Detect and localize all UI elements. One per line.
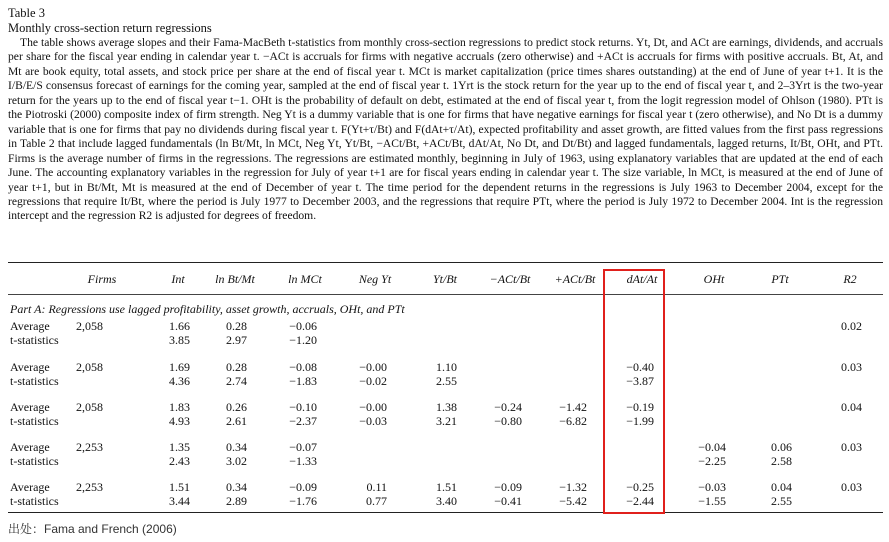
table-cell: 2.89 — [226, 494, 247, 508]
cell-firms: 2,253 — [76, 480, 103, 494]
row-label: t-statistics — [10, 494, 59, 508]
table-cell: 1.66 — [169, 319, 190, 333]
row-label: t-statistics — [10, 333, 59, 347]
table-cell: −0.02 — [359, 374, 387, 388]
top-rule — [8, 262, 883, 263]
table-cell: 0.04 — [771, 480, 792, 494]
table-cell: −1.42 — [559, 400, 587, 414]
table-cell: −1.76 — [289, 494, 317, 508]
table-header — [8, 6, 883, 224]
table-cell: 2.97 — [226, 333, 247, 347]
table-cell: 4.93 — [169, 414, 190, 428]
table-cell: 0.77 — [366, 494, 387, 508]
column-header-1: Firms — [87, 272, 117, 286]
table-cell: −0.40 — [626, 360, 654, 374]
table-cell: −1.20 — [289, 333, 317, 347]
cell-firms: 2,253 — [76, 440, 103, 454]
column-header-11: PTt — [771, 272, 789, 286]
cell-firms: 2,058 — [76, 360, 103, 374]
table-cell: 1.83 — [169, 400, 190, 414]
table-cell: 0.34 — [226, 480, 247, 494]
table-cell: −0.80 — [494, 414, 522, 428]
table-cell: 0.06 — [771, 440, 792, 454]
table-cell: 0.28 — [226, 360, 247, 374]
table-cell: 1.38 — [436, 400, 457, 414]
highlight-box-dA-column — [603, 269, 665, 514]
table-cell: −6.82 — [559, 414, 587, 428]
table-caption: The table shows average slopes and their Fama-MacBeth t-statistics from monthly cross-section regressions to predict stock returns. Yt, Dt, and ACt are earnings, dividends, and accruals per share for the fiscal year ending in calendar year t. −ACt is accruals for firms with negative accruals (zero otherwise) and +ACt is accruals for firms with positive accruals. Bt, At, and Mt are book equity, total assets, and stock price per share at the end of fiscal year t. MCt is market capitalization (price times shares outstanding) at the end of June of year t+1. It is the I/B/E/S consensus forecast of earnings for the coming year, sampled at the end of fiscal year t. 1Yrt is the stock return for the year up to the end of fiscal year t, and 2–3Yrt is the two-year return for the years up to the end of fiscal year t−1. OHt is the probability of default on debt, estimated at the end of fiscal year t, from the logit regression model of Ohlson (1980). PTt is the Piotroski (2000) composite index of firm strength. Neg Yt is a dummy variable that is one for firms that have negative earnings for fiscal year t (zero otherwise), and No Dt is a dummy variable that is one for firms that pay no dividends during fiscal year t. F(Yt+τ/Bt) and F(dAt+τ/At), expected profitability and asset growth, are fitted values from the first pass regressions in Table 2 that include lagged fundamentals (ln Bt/Mt, ln MCt, Neg Yt, Yt/Bt, −ACt/Bt, +ACt/Bt, dAt/At, No Dt, and Dt/Bt) and lagged fundamentals, lagged returns, It/Bt, OHt, and PTt. Firms is the average number of firms in the regressions. The regressions are estimated monthly, beginning in July of 1963, using explanatory variables that are updated at the end of each June. The accounting explanatory variables in the regression for July of year t+1 are for fiscal years ending in calendar year t. The size variable, ln MCt, is measured at the end of June of year t+1, but in Bt/Mt, Mt is measured at the end of December of year t. The time period for the dependent returns in the regressions is July 1963 to December 2004, except for the regressions that require It/Bt, where the period is July 1977 to December 2003, and the regressions that require PTt, where the period is July 1972 to December 2004. Int is the regression intercept and the regression R2 is adjusted for degrees of freedom. — [8, 36, 883, 223]
table-cell: 0.03 — [841, 360, 862, 374]
column-header-7: −ACt/Bt — [489, 272, 531, 286]
column-header-2: Int — [171, 272, 185, 286]
table-label: Table 3 — [8, 6, 45, 20]
table-cell: −1.55 — [698, 494, 726, 508]
table-cell: 1.35 — [169, 440, 190, 454]
column-header-3: ln Bt/Mt — [215, 272, 255, 286]
table-cell: 0.28 — [226, 319, 247, 333]
table-cell: −5.42 — [559, 494, 587, 508]
table-cell: −0.07 — [289, 440, 317, 454]
table-cell: 3.44 — [169, 494, 190, 508]
table-cell: −0.03 — [359, 414, 387, 428]
table-cell: −1.33 — [289, 454, 317, 468]
table-cell: 0.03 — [841, 480, 862, 494]
table-cell: 3.21 — [436, 414, 457, 428]
table-cell: 0.26 — [226, 400, 247, 414]
row-label: Average — [10, 400, 50, 414]
table-cell: −0.09 — [494, 480, 522, 494]
table-cell: 0.02 — [841, 319, 862, 333]
table-cell: −0.09 — [289, 480, 317, 494]
row-label: Average — [10, 319, 50, 333]
table-cell: −2.37 — [289, 414, 317, 428]
row-label: t-statistics — [10, 454, 59, 468]
table-cell: 3.40 — [436, 494, 457, 508]
table-cell: −0.25 — [626, 480, 654, 494]
bottom-rule — [8, 512, 883, 513]
table-cell: 0.11 — [366, 480, 387, 494]
table-cell: −0.08 — [289, 360, 317, 374]
row-label: Average — [10, 480, 50, 494]
table-cell: 0.04 — [841, 400, 862, 414]
table-cell: 4.36 — [169, 374, 190, 388]
column-header-9: dAt/At — [626, 272, 658, 286]
table-cell: −2.44 — [626, 494, 654, 508]
table-cell: 1.51 — [169, 480, 190, 494]
cell-firms: 2,058 — [76, 319, 103, 333]
column-header-12: R2 — [843, 272, 857, 286]
table-cell: −0.00 — [359, 360, 387, 374]
table-cell: 0.03 — [841, 440, 862, 454]
table-cell: 2.55 — [436, 374, 457, 388]
table-cell: −0.10 — [289, 400, 317, 414]
column-header-6: Yt/Bt — [432, 272, 457, 286]
table-cell: −2.25 — [698, 454, 726, 468]
table-cell: −3.87 — [626, 374, 654, 388]
row-label: t-statistics — [10, 374, 59, 388]
header-rule — [8, 294, 883, 295]
row-label: t-statistics — [10, 414, 59, 428]
table-cell: −0.19 — [626, 400, 654, 414]
table-cell: −0.24 — [494, 400, 522, 414]
table-cell: 2.43 — [169, 454, 190, 468]
table-cell: −0.00 — [359, 400, 387, 414]
table-cell: 3.02 — [226, 454, 247, 468]
table-cell: 1.10 — [436, 360, 457, 374]
table-cell: 0.34 — [226, 440, 247, 454]
table-cell: 3.85 — [169, 333, 190, 347]
table-cell: −0.04 — [698, 440, 726, 454]
table-cell: 2.74 — [226, 374, 247, 388]
column-header-4: ln MCt — [288, 272, 322, 286]
column-header-8: +ACt/Bt — [554, 272, 596, 286]
table-cell: 1.51 — [436, 480, 457, 494]
row-label: Average — [10, 440, 50, 454]
table-cell: 2.61 — [226, 414, 247, 428]
table-cell: −1.99 — [626, 414, 654, 428]
column-header-5: Neg Yt — [358, 272, 392, 286]
table-cell: −1.83 — [289, 374, 317, 388]
table-cell: −0.06 — [289, 319, 317, 333]
table-cell: 2.55 — [771, 494, 792, 508]
table-title: Monthly cross-section return regressions — [8, 21, 212, 35]
column-header-10: OHt — [703, 272, 725, 286]
table-cell: −0.41 — [494, 494, 522, 508]
table-cell: −0.03 — [698, 480, 726, 494]
source-note: 出处：Fama and French (2006) — [8, 522, 177, 536]
cell-firms: 2,058 — [76, 400, 103, 414]
part-a-label: Part A: Regressions use lagged profitability, asset growth, accruals, OHt, and PTt — [10, 302, 405, 316]
table-cell: 2.58 — [771, 454, 792, 468]
row-label: Average — [10, 360, 50, 374]
table-cell: −1.32 — [559, 480, 587, 494]
table-cell: 1.69 — [169, 360, 190, 374]
